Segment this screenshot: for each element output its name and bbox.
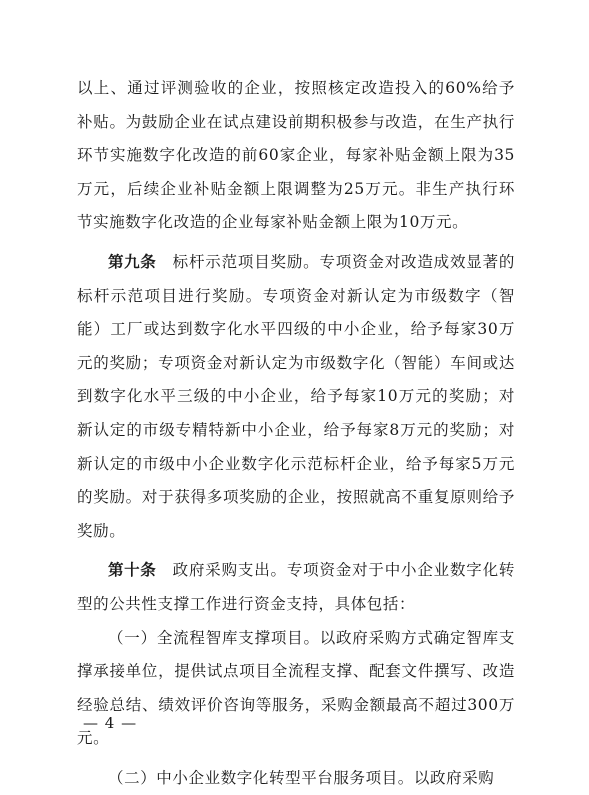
- article-10-heading: 第十条: [108, 561, 157, 580]
- article-10-body: 政府采购支出。专项资金对于中小企业数字化转型的公共性支撑工作进行资金支持，具体包括：: [77, 561, 516, 613]
- paragraph-article-9: [77, 246, 515, 548]
- paragraph-item-1: （一）全流程智库支撑项目。以政府采购方式确定智库支撑承接单位，提供试点项目全流程支撑、配套文件撰写、改造经验总结、绩效评价咨询等服务，采购金额最高不超过300万元。: [77, 628, 515, 748]
- document-body: [77, 72, 515, 795]
- paragraph-item-2: （二）中小企业数字化转型平台服务项目。以政府采购: [108, 768, 495, 787]
- paragraph-article-10: [77, 554, 515, 621]
- article-9-heading: 第九条: [108, 252, 157, 271]
- paragraph-subsidy-continuation: 以上、通过评测验收的企业，按照核定改造投入的60%给予补贴。为鼓励企业在试点建设前期积极参与改造，在生产执行环节实施数字化改造的前60家企业，每家补贴金额上限为35万元，后续企业补贴金额上限调整为25万元。非生产执行环节实施数字化改造的企业每家补贴金额上限为10万元。: [77, 79, 515, 232]
- article-9-body: 标杆示范项目奖励。专项资金对改造成效显著的标杆示范项目进行奖励。专项资金对新认定为市级数字（智能）工厂或达到数字化水平四级的中小企业，给予每家30万元的奖励；专项资金对新认定为市级数字化（智能）车间或达到数字化水平三级的中小企业，给予每家10万元的奖励；对新认定的市级专精特新中小企业，给予每家8万元的奖励；对新认定的市级中小企业数字化示范标杆企业，给予每家5万元的奖励。对于获得多项奖励的企业，按照就高不重复原则给予奖励。: [77, 252, 516, 540]
- page-number: — 4 —: [83, 714, 138, 732]
